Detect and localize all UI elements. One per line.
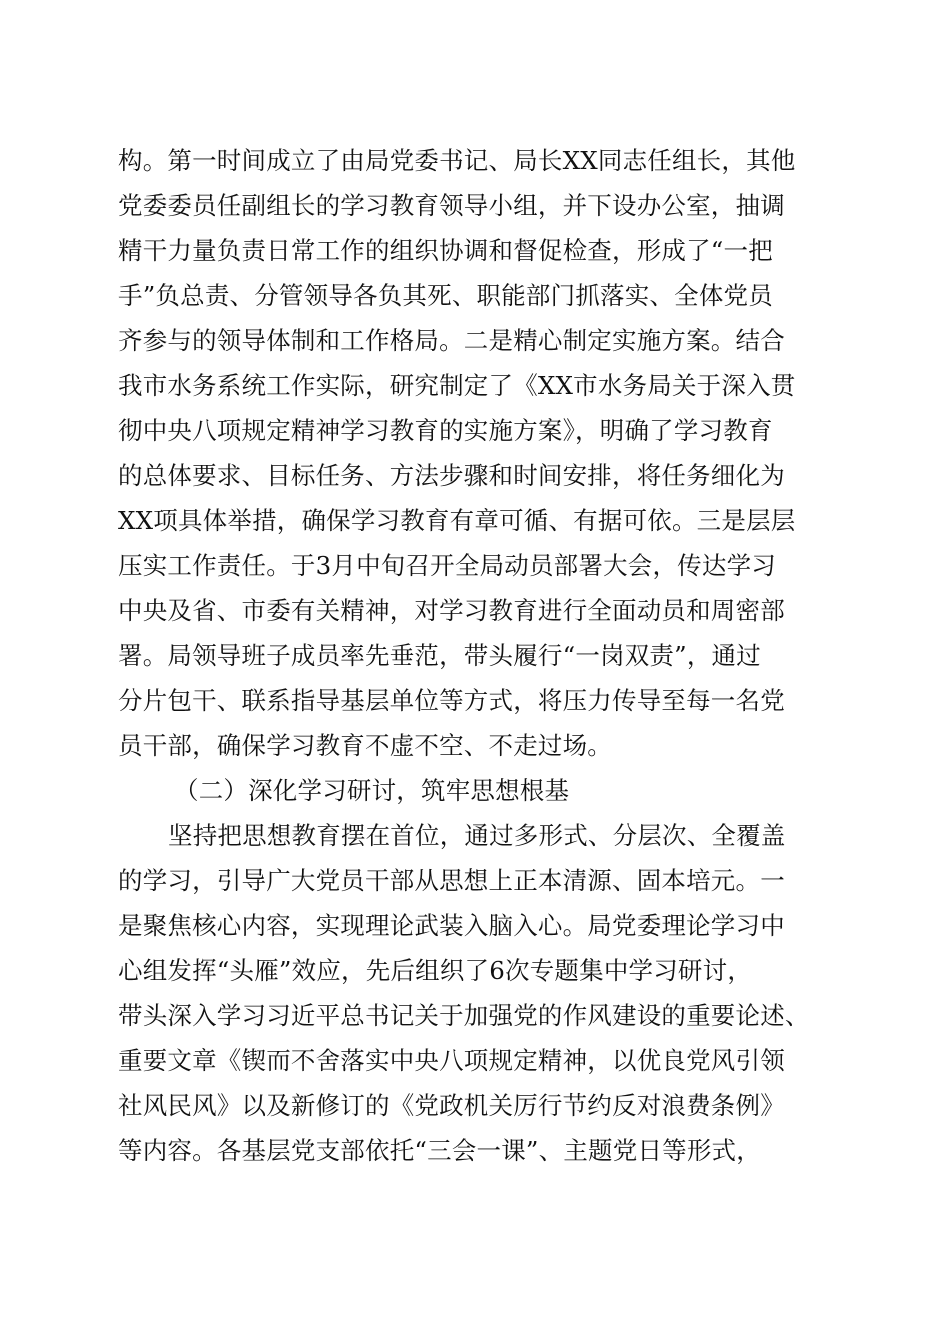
body-line: 心组发挥“头雁”效应，先后组织了6次专题集中学习研讨， (118, 956, 753, 985)
section-heading: （二）深化学习研讨，筑牢思想根基 (174, 776, 570, 805)
body-line: 中央及省、市委有关精神，对学习教育进行全面动员和周密部 (118, 596, 785, 625)
body-line: 的总体要求、目标任务、方法步骤和时间安排，将任务细化为 (118, 461, 785, 490)
body-line: 压实工作责任。于3月中旬召开全局动员部署大会，传达学习 (118, 551, 776, 580)
document-body (118, 138, 838, 1173)
body-line: 手”负总责、分管领导各负其死、职能部门抓落实、全体党员 (118, 281, 773, 310)
paragraph-first-line: 坚持把思想教育摆在首位，通过多形式、分层次、全覆盖 (168, 821, 786, 850)
body-line: 等内容。各基层党支部依托“三会一课”、主题党日等形式， (118, 1136, 761, 1165)
body-line: 构。第一时间成立了由局党委书记、局长XX同志任组长，其他 (118, 146, 796, 175)
body-line: 精干力量负责日常工作的组织协调和督促检查，形成了“一把 (118, 236, 773, 265)
body-line: 重要文章《锲而不舍落实中央八项规定精神，以优良党风引领 (118, 1046, 785, 1075)
body-line: 齐参与的领导体制和工作格局。二是精心制定实施方案。结合 (118, 326, 785, 355)
body-line: 我市水务系统工作实际，研究制定了《XX市水务局关于深入贯 (118, 371, 796, 400)
body-line: 员干部，确保学习教育不虚不空、不走过场。 (118, 731, 612, 760)
body-line: 社风民风》以及新修订的《党政机关厉行节约反对浪费条例》 (118, 1091, 785, 1120)
body-line: 彻中央八项规定精神学习教育的实施方案》，明确了学习教育 (118, 416, 773, 445)
body-line: XX项具体举措，确保学习教育有章可循、有据可依。三是层层 (118, 506, 796, 535)
body-line: 带头深入学习习近平总书记关于加强党的作风建设的重要论述、 (118, 1001, 810, 1030)
body-line: 署。局领导班子成员率先垂范，带头履行“一岗双责”，通过 (118, 641, 761, 670)
body-line: 分片包干、联系指导基层单位等方式，将压力传导至每一名党 (118, 686, 785, 715)
body-line: 是聚焦核心内容，实现理论武装入脑入心。局党委理论学习中 (118, 911, 785, 940)
body-line: 的学习，引导广大党员干部从思想上正本清源、固本培元。一 (118, 866, 785, 895)
body-line: 党委委员任副组长的学习教育领导小组，并下设办公室，抽调 (118, 191, 785, 220)
